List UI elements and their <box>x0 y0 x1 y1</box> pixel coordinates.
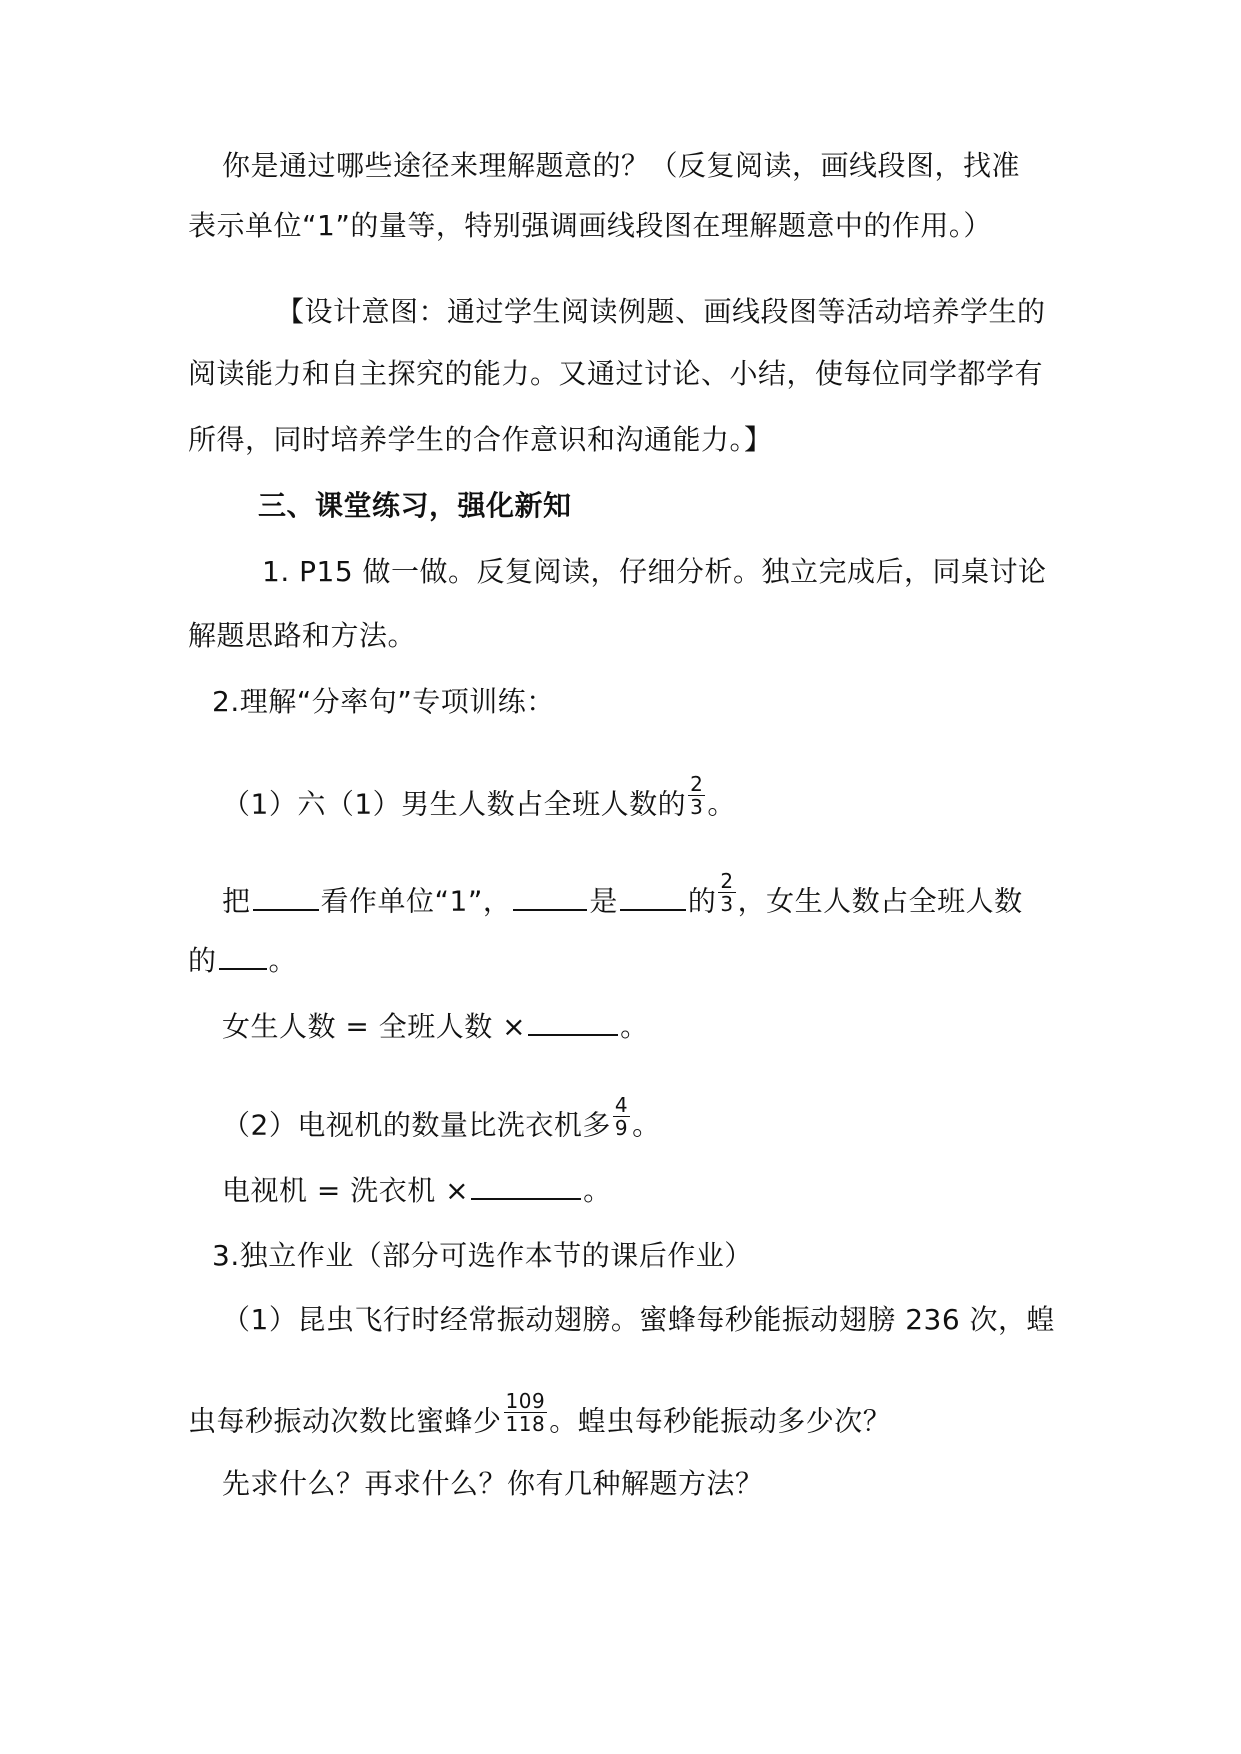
equation-end: 。 <box>583 1174 612 1207</box>
fraction-denominator: 118 <box>505 1412 546 1436</box>
paragraph-line: 表示单位“1”的量等，特别强调画线段图在理解题意中的作用。） <box>188 209 992 242</box>
equation-line <box>222 1008 649 1045</box>
fraction-numerator: 4 <box>614 1093 629 1117</box>
answer-blank[interactable] <box>219 942 267 970</box>
equation-text: 女生人数 = 全班人数 × <box>222 1010 527 1043</box>
exercise-item: 3.独立作业（部分可选作本节的课后作业） <box>212 1239 753 1272</box>
question-line <box>222 1093 661 1149</box>
question-line <box>222 772 736 828</box>
design-intent-line: 【设计意图：通过学生阅读例题、画线段图等活动培养学生的 <box>276 295 1046 328</box>
section-heading: 三、课堂练习，强化新知 <box>258 489 572 522</box>
fill-text: 看作单位“1”， <box>320 884 512 918</box>
fraction <box>688 773 705 818</box>
paragraph-line: 你是通过哪些途径来理解题意的？（反复阅读，画线段图，找准 <box>222 149 1021 182</box>
fill-text: ，女生人数占全班人数 <box>737 884 1023 918</box>
equation-text: 电视机 = 洗衣机 × <box>222 1174 470 1207</box>
question-text: （1）六（1）男生人数占全班人数的 <box>222 787 687 821</box>
equation-line <box>222 1172 612 1209</box>
homework-text: 。蝗虫每秒能振动多少次？ <box>549 1404 892 1438</box>
fill-text: 把 <box>222 884 251 918</box>
answer-blank[interactable] <box>513 883 587 911</box>
fill-text: 的 <box>687 884 717 918</box>
fill-in-line <box>222 869 1023 925</box>
answer-blank[interactable] <box>620 883 686 911</box>
answer-blank[interactable] <box>253 883 319 911</box>
fraction <box>613 1094 630 1139</box>
fraction-numerator: 2 <box>720 869 734 893</box>
fill-text: 是 <box>589 884 618 918</box>
fraction-denominator: 3 <box>720 892 734 916</box>
exercise-item: 1. P15 做一做。反复阅读，仔细分析。独立完成后，同桌讨论 <box>262 555 1047 588</box>
question-end: 。 <box>632 1108 661 1142</box>
fill-text: 的 <box>188 944 217 977</box>
exercise-item: 2.理解“分率句”专项训练： <box>212 685 555 718</box>
fraction-numerator: 2 <box>690 772 704 796</box>
homework-line: （1）昆虫飞行时经常振动翅膀。蜜蜂每秒能振动翅膀 236 次，蝗 <box>222 1303 1056 1336</box>
equation-end: 。 <box>620 1010 649 1043</box>
design-intent-line: 所得，同时培养学生的合作意识和沟通能力。】 <box>188 423 773 456</box>
homework-line <box>188 1389 892 1445</box>
fraction <box>504 1390 548 1435</box>
answer-blank[interactable] <box>528 1008 618 1036</box>
answer-blank[interactable] <box>471 1172 581 1200</box>
fraction <box>718 870 735 915</box>
homework-text: 虫每秒振动次数比蜜蜂少 <box>188 1404 502 1438</box>
question-text: （2）电视机的数量比洗衣机多 <box>222 1108 611 1142</box>
design-intent-line: 阅读能力和自主探究的能力。又通过讨论、小结，使每位同学都学有 <box>188 357 1044 390</box>
question-end: 。 <box>707 787 736 821</box>
fill-text: 。 <box>268 944 298 977</box>
fill-in-line <box>188 942 297 979</box>
fraction-numerator: 109 <box>505 1389 546 1413</box>
homework-line: 先求什么？再求什么？你有几种解题方法？ <box>222 1467 764 1500</box>
exercise-item: 解题思路和方法。 <box>188 619 417 652</box>
fraction-denominator: 9 <box>614 1116 629 1140</box>
fraction-denominator: 3 <box>690 795 704 819</box>
